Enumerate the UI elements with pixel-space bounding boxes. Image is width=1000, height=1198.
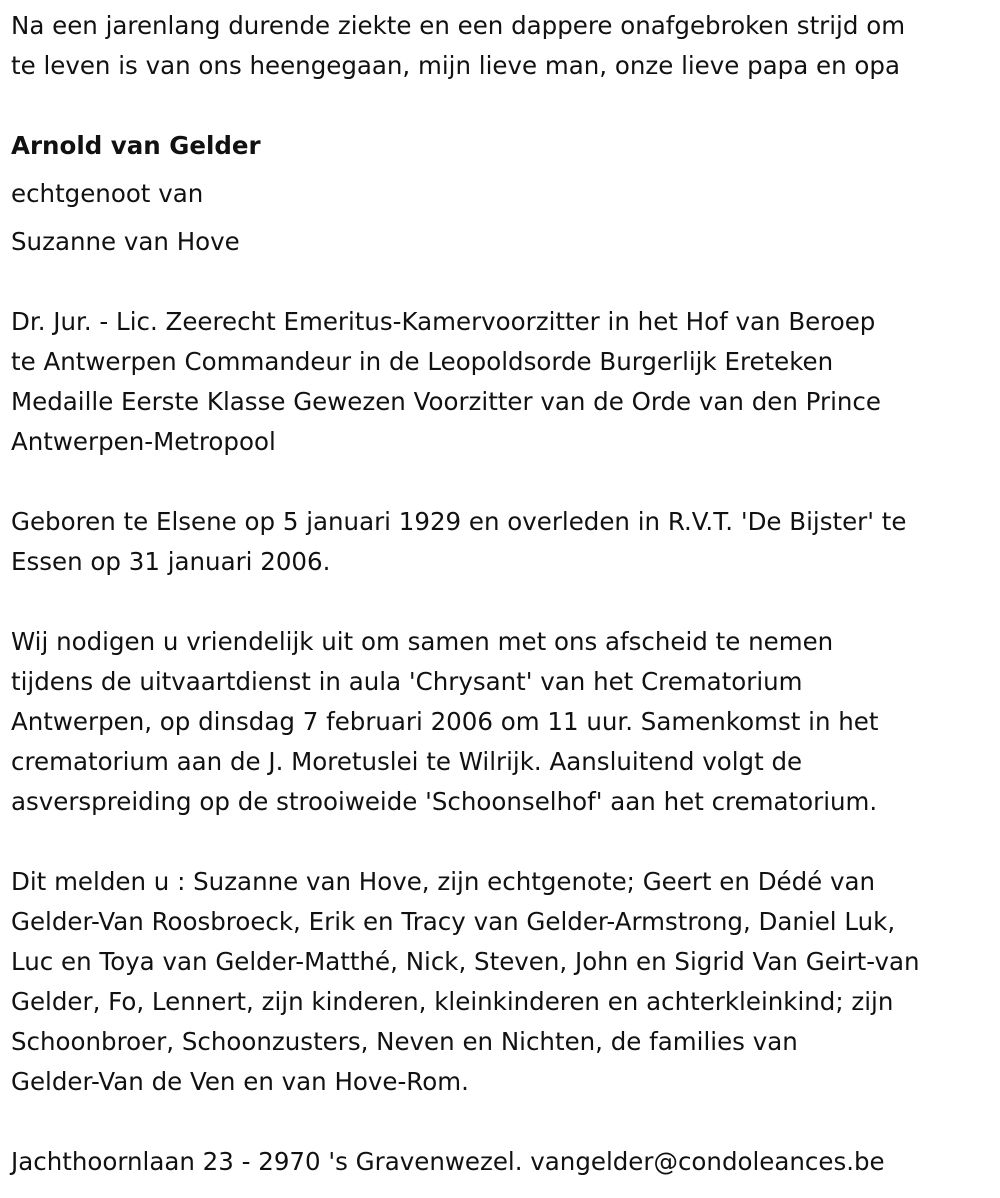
family-line: Luc en Toya van Gelder-Matthé, Nick, Steven, John en Sigrid Van Geirt-van	[11, 947, 920, 976]
invitation-line: Wij nodigen u vriendelijk uit om samen met ons afscheid te nemen	[11, 627, 834, 656]
family-line: Dit melden u : Suzanne van Hove, zijn echtgenote; Geert en Dédé van	[11, 867, 876, 896]
intro-line: Na een jarenlang durende ziekte en een dappere onafgebroken strijd om	[11, 11, 906, 40]
family-line: Gelder, Fo, Lennert, zijn kinderen, kleinkinderen en achterkleinkind; zijn	[11, 987, 894, 1016]
invitation-line: tijdens de uitvaartdienst in aula 'Chrysant' van het Crematorium	[11, 667, 803, 696]
family-line: Gelder-Van de Ven en van Hove-Rom.	[11, 1067, 469, 1096]
invitation-line: asverspreiding op de strooiweide 'Schoonselhof' aan het crematorium.	[11, 787, 878, 816]
birth-death-line: Essen op 31 januari 2006.	[11, 547, 331, 576]
deceased-name: Arnold van Gelder	[11, 131, 261, 160]
family-line: Gelder-Van Roosbroeck, Erik en Tracy van Gelder-Armstrong, Daniel Luk,	[11, 907, 896, 936]
birth-death-line: Geboren te Elsene op 5 januari 1929 en overleden in R.V.T. 'De Bijster' te	[11, 507, 907, 536]
intro-paragraph	[11, 6, 996, 86]
family-paragraph	[11, 862, 996, 1102]
invitation-paragraph	[11, 622, 996, 822]
invitation-line: crematorium aan de J. Moretuslei te Wilrijk. Aansluitend volgt de	[11, 747, 803, 776]
titles-paragraph	[11, 302, 996, 462]
spouse-name: Suzanne van Hove	[11, 227, 240, 256]
address-line: Jachthoornlaan 23 - 2970 's Gravenwezel. vangelder@condoleances.be	[11, 1147, 885, 1176]
titles-line: te Antwerpen Commandeur in de Leopoldsorde Burgerlijk Ereteken	[11, 347, 834, 376]
birth-death-paragraph	[11, 502, 996, 582]
invitation-line: Antwerpen, op dinsdag 7 februari 2006 om 11 uur. Samenkomst in het	[11, 707, 879, 736]
intro-line: te leven is van ons heengegaan, mijn lieve man, onze lieve papa en opa	[11, 51, 900, 80]
titles-line: Dr. Jur. - Lic. Zeerecht Emeritus-Kamervoorzitter in het Hof van Beroep	[11, 307, 876, 336]
family-line: Schoonbroer, Schoonzusters, Neven en Nichten, de families van	[11, 1027, 798, 1056]
titles-line: Antwerpen-Metropool	[11, 427, 276, 456]
spouse-relation: echtgenoot van	[11, 179, 204, 208]
titles-line: Medaille Eerste Klasse Gewezen Voorzitter van de Orde van den Prince	[11, 387, 881, 416]
